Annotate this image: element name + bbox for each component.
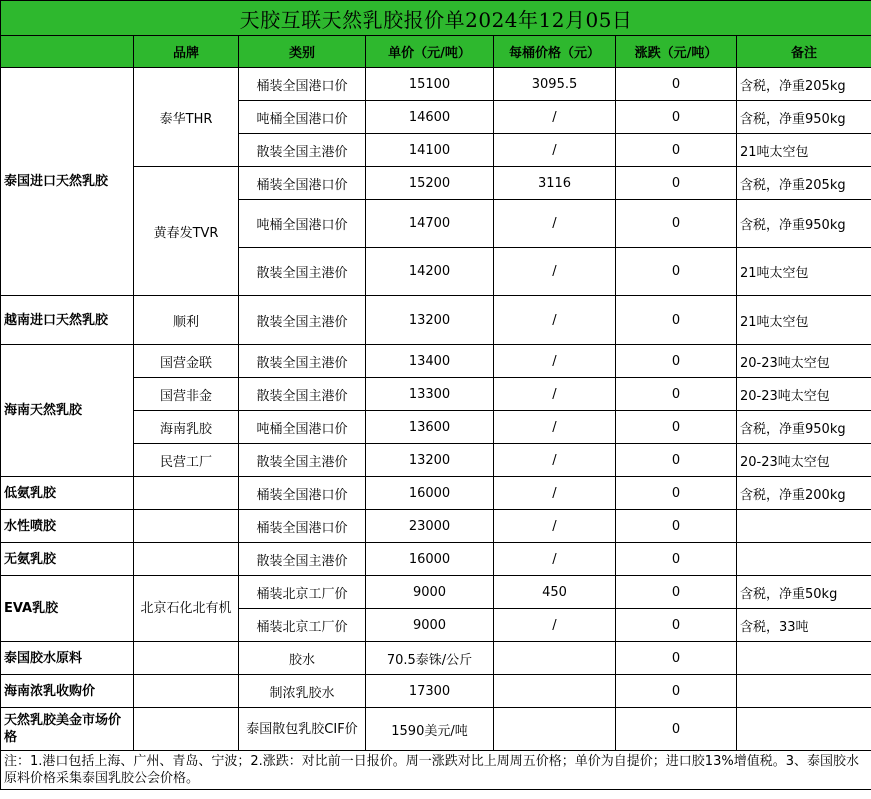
price-cell: 13300 [366,378,494,411]
barrel-cell: 450 [494,576,616,609]
brand-cell [134,675,239,708]
table-row [1,345,871,378]
note-cell [737,642,871,675]
category-cell: 海南天然乳胶 [1,345,134,477]
change-cell: 0 [616,296,737,345]
table-row [1,576,871,609]
price-cell: 9000 [366,609,494,642]
barrel-cell: / [494,134,616,167]
header-row [1,36,871,68]
type-cell: 胶水 [239,642,366,675]
type-cell: 散装全国主港价 [239,134,366,167]
note-cell: 含税，净重950kg [737,200,871,248]
barrel-cell: / [494,543,616,576]
barrel-cell: / [494,444,616,477]
brand-cell [134,642,239,675]
footnote: 注：1.港口包括上海、广州、青岛、宁波；2.涨跌：对比前一日报价。周一涨跌对比上周周五价格；单价为自提价；进口胶13%增值税。3、泰国胶水原料价格采集泰国乳胶公会价格。 [1,751,871,790]
note-cell [737,543,871,576]
change-cell: 0 [616,134,737,167]
note-cell: 含税，净重950kg [737,411,871,444]
price-cell: 16000 [366,477,494,510]
change-cell: 0 [616,345,737,378]
change-cell: 0 [616,167,737,200]
category-cell: EVA乳胶 [1,576,134,642]
barrel-cell [494,708,616,751]
barrel-cell: 3095.5 [494,68,616,101]
price-cell: 15100 [366,68,494,101]
change-cell: 0 [616,510,737,543]
price-cell: 13400 [366,345,494,378]
price-cell: 14600 [366,101,494,134]
note-cell: 含税，净重950kg [737,101,871,134]
brand-cell: 顺利 [134,296,239,345]
type-cell: 泰国散包乳胶CIF价 [239,708,366,751]
type-cell: 吨桶全国港口价 [239,411,366,444]
change-cell: 0 [616,477,737,510]
change-cell: 0 [616,675,737,708]
note-cell: 21吨太空包 [737,296,871,345]
change-cell: 0 [616,101,737,134]
category-cell: 低氨乳胶 [1,477,134,510]
price-cell: 17300 [366,675,494,708]
price-cell: 13600 [366,411,494,444]
note-cell: 含税，净重205kg [737,68,871,101]
brand-cell [134,543,239,576]
header-price: 单价（元/吨） [366,36,494,68]
price-cell: 13200 [366,444,494,477]
brand-cell [134,477,239,510]
change-cell: 0 [616,444,737,477]
type-cell: 散装全国主港价 [239,248,366,296]
barrel-cell: / [494,378,616,411]
type-cell: 桶装全国港口价 [239,167,366,200]
barrel-cell [494,675,616,708]
price-cell: 15200 [366,167,494,200]
price-cell: 13200 [366,296,494,345]
note-cell: 含税，净重50kg [737,576,871,609]
header-type: 类别 [239,36,366,68]
category-cell: 海南浓乳收购价 [1,675,134,708]
note-cell: 21吨太空包 [737,248,871,296]
change-cell: 0 [616,68,737,101]
table-row [1,510,871,543]
note-cell: 含税，净重200kg [737,477,871,510]
change-cell: 0 [616,378,737,411]
brand-cell [134,510,239,543]
change-cell: 0 [616,200,737,248]
type-cell: 桶装全国港口价 [239,477,366,510]
price-cell: 70.5泰铢/公斤 [366,642,494,675]
type-cell: 散装全国主港价 [239,345,366,378]
brand-cell: 海南乳胶 [134,411,239,444]
price-cell: 14200 [366,248,494,296]
barrel-cell [494,642,616,675]
type-cell: 桶装北京工厂价 [239,576,366,609]
price-cell: 23000 [366,510,494,543]
change-cell: 0 [616,248,737,296]
note-cell [737,675,871,708]
table-row [1,543,871,576]
page-title: 天胶互联天然乳胶报价单2024年12月05日 [1,1,871,36]
type-cell: 桶装全国港口价 [239,510,366,543]
header-category [1,36,134,68]
change-cell: 0 [616,609,737,642]
note-cell: 含税，净重205kg [737,167,871,200]
note-cell: 含税，33吨 [737,609,871,642]
change-cell: 0 [616,642,737,675]
note-cell [737,510,871,543]
type-cell: 散装全国主港价 [239,543,366,576]
table-row [1,708,871,751]
note-cell: 20-23吨太空包 [737,444,871,477]
type-cell: 桶装全国港口价 [239,68,366,101]
brand-cell: 泰华THR [134,68,239,167]
category-cell: 无氨乳胶 [1,543,134,576]
barrel-cell: / [494,411,616,444]
change-cell: 0 [616,708,737,751]
barrel-cell: / [494,101,616,134]
type-cell: 桶装北京工厂价 [239,609,366,642]
table-row [1,296,871,345]
type-cell: 散装全国主港价 [239,444,366,477]
brand-cell: 黄春发TVR [134,167,239,296]
barrel-cell: / [494,345,616,378]
price-cell: 16000 [366,543,494,576]
note-cell [737,708,871,751]
price-cell: 9000 [366,576,494,609]
brand-cell: 北京石化北有机 [134,576,239,642]
category-cell: 天然乳胶美金市场价格 [1,708,134,751]
header-note: 备注 [737,36,871,68]
brand-cell: 民营工厂 [134,444,239,477]
price-cell: 1590美元/吨 [366,708,494,751]
table-row [1,68,871,101]
type-cell: 制浓乳胶水 [239,675,366,708]
type-cell: 吨桶全国港口价 [239,200,366,248]
type-cell: 散装全国主港价 [239,378,366,411]
note-cell: 21吨太空包 [737,134,871,167]
brand-cell: 国营非金 [134,378,239,411]
table-row [1,675,871,708]
barrel-cell: / [494,200,616,248]
note-cell: 20-23吨太空包 [737,345,871,378]
table-row [1,477,871,510]
change-cell: 0 [616,543,737,576]
change-cell: 0 [616,411,737,444]
category-cell: 越南进口天然乳胶 [1,296,134,345]
barrel-cell: / [494,510,616,543]
price-cell: 14100 [366,134,494,167]
change-cell: 0 [616,576,737,609]
brand-cell [134,708,239,751]
category-cell: 泰国胶水原料 [1,642,134,675]
barrel-cell: / [494,248,616,296]
table-row [1,642,871,675]
note-cell: 20-23吨太空包 [737,378,871,411]
type-cell: 吨桶全国港口价 [239,101,366,134]
barrel-cell: 3116 [494,167,616,200]
price-cell: 14700 [366,200,494,248]
brand-cell: 国营金联 [134,345,239,378]
header-brand: 品牌 [134,36,239,68]
category-cell: 水性喷胶 [1,510,134,543]
header-barrel-price: 每桶价格（元） [494,36,616,68]
barrel-cell: / [494,609,616,642]
category-cell: 泰国进口天然乳胶 [1,68,134,296]
barrel-cell: / [494,477,616,510]
header-change: 涨跌（元/吨） [616,36,737,68]
type-cell: 散装全国主港价 [239,296,366,345]
barrel-cell: / [494,296,616,345]
